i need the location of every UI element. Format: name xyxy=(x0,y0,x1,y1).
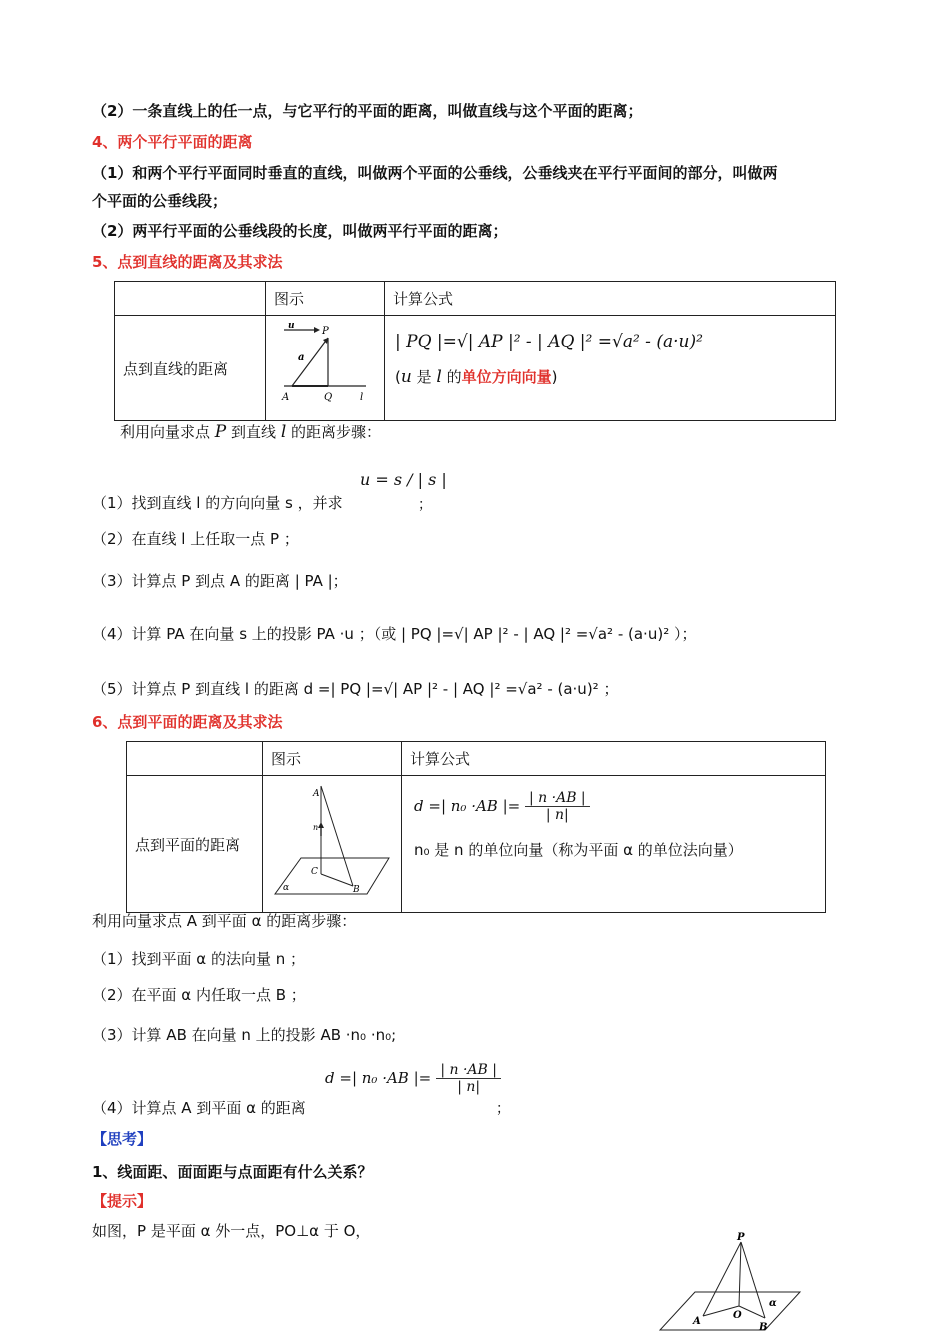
steps1-s1-formula: u = s / | s | xyxy=(360,470,447,489)
text-line-2b: 个平面的公垂线段； xyxy=(92,192,228,210)
table2-row-label: 点到平面的距离 xyxy=(135,835,241,854)
fig3-label-alpha: α xyxy=(769,1298,777,1309)
fig1-label-l: l xyxy=(360,392,364,403)
think-question-1: 1、线面距、面面距与点面距有什么关系？ xyxy=(92,1163,373,1181)
think-tag: 【思考】 xyxy=(92,1130,153,1148)
plane-distance-figure xyxy=(655,1230,805,1335)
point-plane-table xyxy=(126,741,826,913)
fig3-label-B: B xyxy=(759,1322,768,1333)
hint-text: 如图，P 是平面 α 外一点，PO⊥α 于 O， xyxy=(92,1222,371,1240)
table2-note: n₀ 是 n 的单位向量（称为平面 α 的单位法向量） xyxy=(414,841,743,859)
steps2-s4: （4）计算点 A 到平面 α 的距离 xyxy=(92,1099,306,1117)
fig2-label-n: n xyxy=(313,823,319,832)
fig3-label-P: P xyxy=(737,1232,745,1243)
fig3-label-A: A xyxy=(693,1316,701,1327)
point-line-figure xyxy=(266,316,384,416)
table2-header-figure: 图示 xyxy=(271,750,302,768)
fig2-label-B: B xyxy=(353,885,360,895)
steps1-intro: 利用向量求点 P 到直线 l 的距离步骤： xyxy=(120,422,382,442)
table1-row-label: 点到直线的距离 xyxy=(123,359,229,378)
hint-tag: 【提示】 xyxy=(92,1192,153,1210)
point-plane-figure xyxy=(263,776,401,908)
heading-4: 4、两个平行平面的距离 xyxy=(92,133,253,151)
fig1-label-Q: Q xyxy=(324,392,333,403)
steps2-s3: （3）计算 AB 在向量 n 上的投影 AB ·n₀ ·n₀; xyxy=(92,1026,397,1044)
table1-formula: | PQ |=√| AP |² - | AQ |² =√a² - (a·u)² xyxy=(395,332,703,352)
fig1-label-A: A xyxy=(282,392,290,403)
table1-header-formula: 计算公式 xyxy=(393,290,454,308)
point-line-table xyxy=(114,281,836,421)
steps1-s1: （1）找到直线 l 的方向向量 s ，并求 xyxy=(92,494,343,512)
steps2-s4-formula: d =| n₀ ·AB |= $\frac{| n \cdot AB |}{| n|}$ xyxy=(325,1062,501,1095)
table2-header-formula: 计算公式 xyxy=(410,750,471,768)
fig1-label-P: P xyxy=(322,326,329,337)
steps2-s4-end: ； xyxy=(496,1101,510,1117)
table1-header-figure: 图示 xyxy=(274,290,305,308)
steps1-s1-end: ； xyxy=(418,497,432,513)
table2-formula: d =| n₀ ·AB |= $\frac{| n \cdot AB |}{| n|}$ xyxy=(402,776,825,823)
text-line-1: （2）一条直线上的任一点，与它平行的平面的距离，叫做直线与这个平面的距离； xyxy=(92,102,643,120)
fig1-label-u: u xyxy=(288,321,295,331)
steps2-intro: 利用向量求点 A 到平面 α 的距离步骤： xyxy=(92,912,357,930)
steps2-s1: （1）找到平面 α 的法向量 n ； xyxy=(92,950,306,968)
fig3-label-O: O xyxy=(733,1310,742,1321)
heading-6: 6、点到平面的距离及其求法 xyxy=(92,713,283,731)
text-line-3: （2）两平行平面的公垂线段的长度，叫做两平行平面的距离； xyxy=(92,222,508,240)
fig2-label-C: C xyxy=(311,867,318,877)
steps1-s3: （3）计算点 P 到点 A 的距离 | PA |； xyxy=(92,572,348,590)
text-line-2a: （1）和两个平行平面同时垂直的直线，叫做两个平面的公垂线，公垂线夹在平行平面间的部分，叫做两 xyxy=(92,164,778,182)
steps1-s2: （2）在直线 l 上任取一点 P ； xyxy=(92,530,299,548)
fig1-label-a: a xyxy=(298,352,305,363)
steps2-s2: （2）在平面 α 内任取一点 B ； xyxy=(92,986,306,1004)
steps1-s4: （4）计算 PA 在向量 s 上的投影 PA ·u ；（或 | PQ |=√| AP |² - | AQ |² =√a² - (a·u)² ）； xyxy=(92,625,697,643)
table1-note: (u 是 l 的单位方向向量) xyxy=(395,367,558,387)
steps1-s5: （5）计算点 P 到直线 l 的距离 d =| PQ |=√| AP |² - | AQ |² =√a² - (a·u)² ； xyxy=(92,680,619,698)
fig2-label-A: A xyxy=(313,789,320,799)
heading-5: 5、点到直线的距离及其求法 xyxy=(92,253,283,271)
fig2-label-alpha: α xyxy=(283,883,290,893)
